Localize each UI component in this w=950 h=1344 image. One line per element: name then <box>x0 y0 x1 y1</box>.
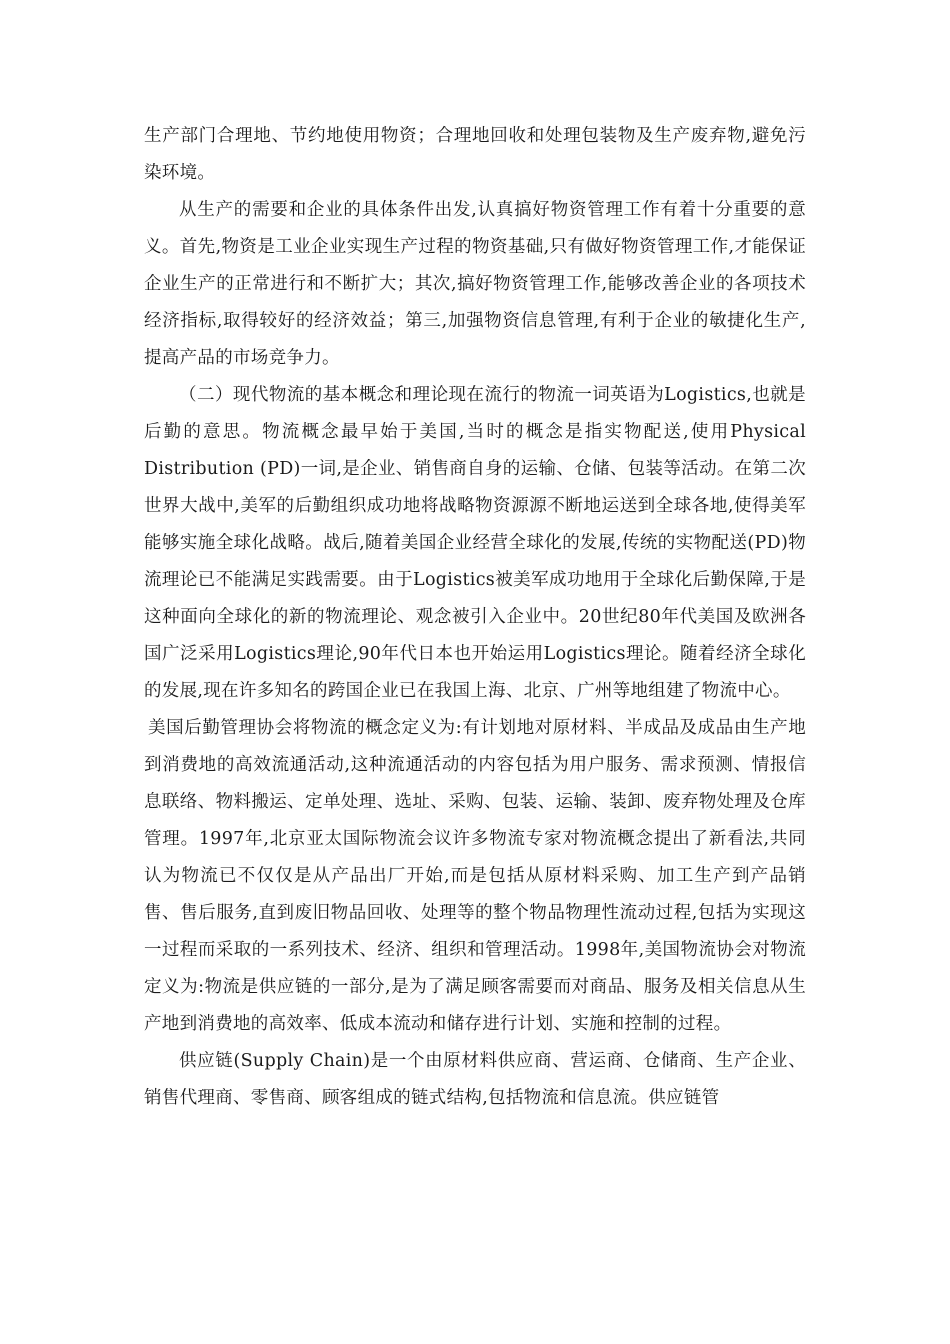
document-body <box>144 118 806 1117</box>
paragraph-logistics-concept: （二）现代物流的基本概念和理论现在流行的物流一词英语为Logistics,也就是后勤的意思。物流概念最早始于美国,当时的概念是指实物配送,使用Physical Distribution (PD)一词,是企业、销售商自身的运输、仓储、包装等活动。在第二次世界大战中,美军的后勤组织成功地将战略物资源源不断地运送到全球各地,使得美军能够实施全球化战略。战后,随着美国企业经营全球化的发展,传统的实物配送(PD)物流理论已不能满足实践需要。由于Logistics被美军成功地用于全球化后勤保障,于是这种面向全球化的新的物流理论、观念被引入企业中。20世纪80年代美国及欧洲各国广泛采用Logistics理论,90年代日本也开始运用Logistics理论。随着经济全球化的发展,现在许多知名的跨国企业已在我国上海、北京、广州等地组建了物流中心。 <box>144 385 806 701</box>
paragraph-logistics-definition: 美国后勤管理协会将物流的概念定义为:有计划地对原材料、半成品及成品由生产地到消费地的高效流通活动,这种流通活动的内容包括为用户服务、需求预测、情报信息联络、物料搬运、定单处理、选址、采购、包装、运输、装卸、废弃物处理及仓库管理。1997年,北京亚太国际物流会议许多物流专家对物流概念提出了新看法,共同认为物流已不仅仅是从产品出厂开始,而是包括从原材料采购、加工生产到产品销售、售后服务,直到废旧物品回收、处理等的整个物品物理性流动过程,包括为实现这一过程而采取的一系列技术、经济、组织和管理活动。1998年,美国物流协会对物流定义为:物流是供应链的一部分,是为了满足顾客需要而对商品、服务及相关信息从生产地到消费地的高效率、低成本流动和储存进行计划、实施和控制的过程。 <box>144 718 806 1034</box>
paragraph-continuation: 生产部门合理地、节约地使用物资；合理地回收和处理包装物及生产废弃物,避免污染环境。 <box>144 126 806 183</box>
paragraph-materials-importance: 从生产的需要和企业的具体条件出发,认真搞好物资管理工作有着十分重要的意义。首先,物资是工业企业实现生产过程的物资基础,只有做好物资管理工作,才能保证企业生产的正常进行和不断扩大；其次,搞好物资管理工作,能够改善企业的各项技术经济指标,取得较好的经济效益；第三,加强物资信息管理,有利于企业的敏捷化生产,提高产品的市场竞争力。 <box>144 200 806 368</box>
paragraph-supply-chain: 供应链(Supply Chain)是一个由原材料供应商、营运商、仓储商、生产企业、销售代理商、零售商、顾客组成的链式结构,包括物流和信息流。供应链管 <box>144 1051 806 1108</box>
